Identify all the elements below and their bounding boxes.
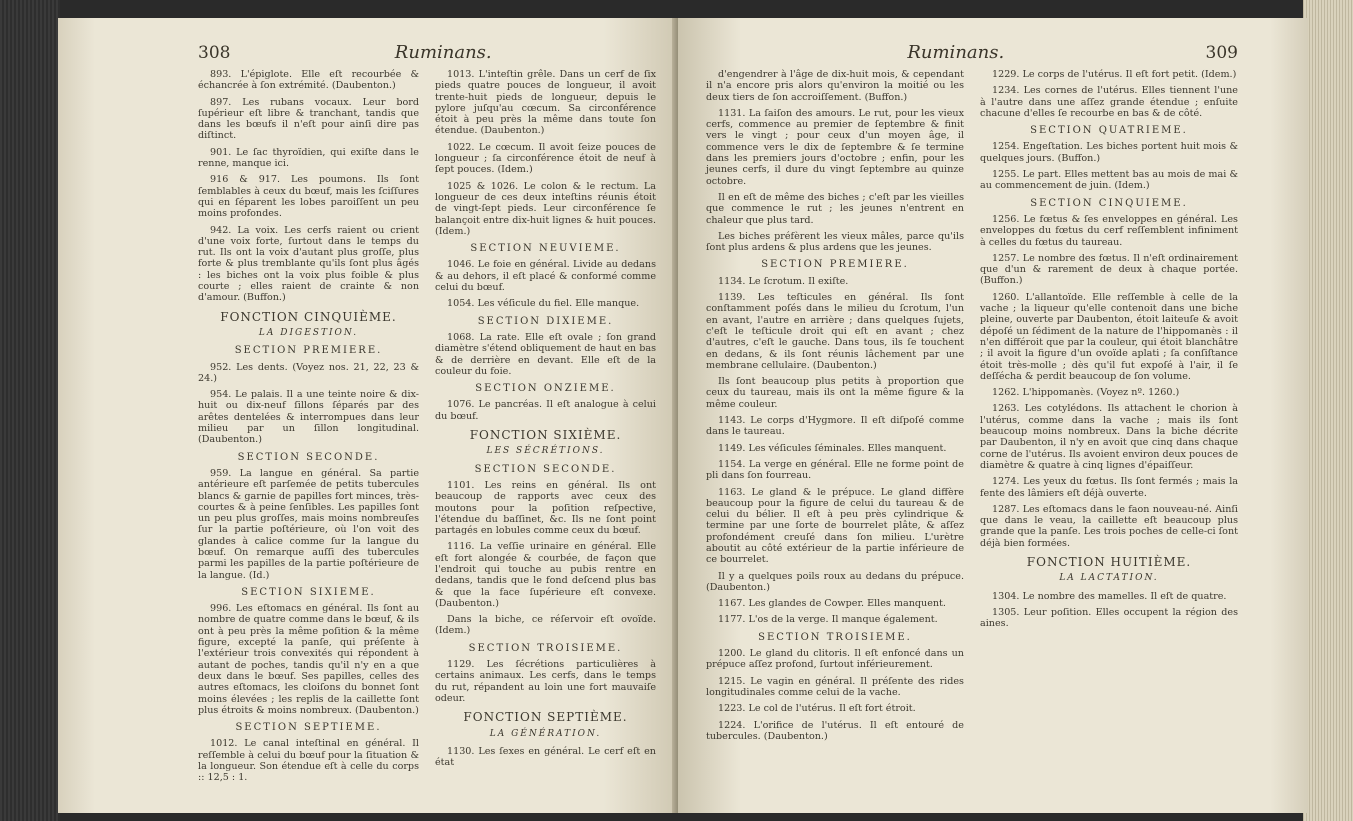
section-heading: SECTION PREMIERE. [234, 345, 383, 357]
page-number-right: 309 [1205, 43, 1238, 63]
paragraph: 1046. Le foie en général. Livide au dedans & au dehors, il eſt placé & conformé comme celui du bœuf. [435, 259, 656, 294]
section-heading: SECTION ONZIEME. [475, 383, 616, 395]
paragraph: 1257. Le nombre des fœtus. Il n'eſt ordinairement que d'un & rarement de deux à chaque portée. (Buffon.) [980, 252, 1238, 287]
paragraph: 1154. La verge en général. Elle ne forme point de pli dans ſon fourreau. [706, 458, 964, 482]
paragraph: 893. L'épiglote. Elle eſt recourbée & échancrée à ſon extrémité. (Daubenton.) [198, 69, 419, 92]
paragraph: 952. Les dents. (Voyez nos. 21, 22, 23 & 24.) [198, 361, 419, 384]
paragraph: Il en eſt de même des biches ; c'eſt par les vieilles que commence le rut ; les jeunes n'entrent en chaleur que plus tard. [706, 191, 964, 226]
section-heading: SECTION NEUVIEME. [470, 243, 621, 255]
paragraph: 1229. Le corps de l'utérus. Il eſt fort petit. (Idem.) [992, 69, 1237, 80]
section-heading: SECTION PREMIERE. [761, 259, 909, 271]
paragraph: 901. Le ſac thyroïdien, qui exiſte dans le renne, manque ici. [198, 146, 419, 170]
paragraph: 1143. Le corps d'Hygmore. Il eſt diſpoſé comme dans le taureau. [706, 415, 964, 438]
paragraph: 1255. Le part. Elles mettent bas au mois de mai & au commencement de juin. (Idem.) [980, 169, 1238, 192]
paragraph: 1254. Engeſtation. Les biches portent huit mois & quelques jours. (Buffon.) [980, 141, 1238, 164]
open-book [58, 18, 1308, 818]
paragraph: 1167. Les glandes de Cowper. Elles manquent. [718, 598, 946, 610]
paragraph: 1263. Les cotylédons. Ils attachent le chorion à l'utérus, comme dans la vache ; mais ils ſont beaucoup moins nombreux. Dans la biche décrite par Daubenton, il n'y en avoit que cinq dans chaque corne de l'utérus. Ils avoient environ deux pouces de diamètre & quatre à cinq lignes d'épaiſſeur. [980, 403, 1238, 471]
paragraph: 1223. Le col de l'utérus. Il eſt fort étroit. [718, 703, 916, 715]
section-heading: SECTION CINQUIEME. [1030, 197, 1188, 209]
section-heading: LA DIGESTION. [258, 327, 359, 338]
paragraph: 1163. Le gland & le prépuce. Le gland diffère beaucoup pour la figure de celui du taureau & de celui du bélier. Il eſt à peu près cylindrique & termine par une ſorte de bourrelet plâte, & aſſez profondément creuſé dans ſon milieu. L'urètre aboutit au côté extérieur de la partie inférieure de ce bourrelet. [706, 486, 964, 566]
paragraph: 1012. Le canal inteſtinal en général. Il reſſemble à celui du bœuf pour la ſituation & la longueur. Son étendue eſt à celle du corps :: 12,5 : 1. [198, 738, 419, 784]
section-heading: SECTION QUATRIEME. [1030, 125, 1188, 137]
paragraph: 1262. L'hippomanès. (Voyez nº. 1260.) [992, 387, 1180, 399]
left-page [58, 18, 678, 813]
paragraph: 1068. La rate. Elle eſt ovale ; ſon grand diamètre s'étend obliquement de haut en bas & de derrière en devant. Elle eſt de la couleur du foie. [435, 331, 656, 377]
paragraph: 1274. Les yeux du fœtus. Ils ſont fermés ; mais la fente des lâmiers eſt déjà ouverte. [980, 476, 1238, 499]
paragraph: Dans la biche, ce réſervoir eſt ovoïde. (Idem.) [435, 614, 656, 637]
paragraph: Il y a quelques poils roux au dedans du prépuce. (Daubenton.) [706, 570, 964, 593]
left-column-2 [435, 69, 656, 789]
paragraph: Les biches préfèrent les vieux mâles, parce qu'ils ſont plus ardens & plus ardens que les jeunes. [706, 230, 964, 254]
section-heading: SECTION TROISIEME. [758, 631, 912, 643]
paragraph: 959. La langue en général. Sa partie antérieure eſt parſemée de petits tubercules blancs & garnie de papilles fort minces, très-courtes & à peine ſenſibles. Les papilles ſont un peu plus groſſes, mais moins nombreuſes ſur la partie poſtérieure, où l'on voit des glandes à calice comme ſur la langue du bœuf. On remarque auſſi des tubercules parmi les papilles de la partie poſtérieure de la langue. (Id.) [198, 467, 419, 581]
running-head-right [706, 42, 1238, 63]
paragraph: 1177. L'os de la verge. Il manque également. [718, 614, 938, 626]
page-number-left: 308 [198, 43, 231, 63]
right-column-1 [706, 69, 964, 747]
paragraph: 996. Les eſtomacs en général. Ils ſont au nombre de quatre comme dans le bœuf, & ils ont à peu près la même poſition & la même figure, excepté la panſe, qui préſente à l'extérieur trois convexités qui répondent à autant de poches, tandis qu'il n'y en a que deux dans le bœuf. Ses papilles, celles des autres eſtomacs, les cloiſons du bonnet ſont moins élevées ; les replis de la caillette ſont plus étroits & moins nombreux. (Daubenton.) [198, 603, 419, 716]
running-title-left: Ruminans. [394, 42, 492, 63]
section-heading: SECTION SEPTIEME. [235, 722, 382, 734]
section-heading: FONCTION SIXIÈME. [469, 428, 622, 443]
section-heading: FONCTION CINQUIÈME. [220, 309, 397, 324]
paragraph: 1076. Le pancréas. Il eſt analogue à celui du bœuf. [435, 399, 656, 422]
paragraph: 1260. L'allantoïde. Elle reſſemble à celle de la vache ; la liqueur qu'elle contenoit dans une biche pleine, ouverte par Daubenton, étoit laiteuſe & avoit dépoſé un ſédiment de la nature de l'hippomanès : il n'en différoit que par la couleur, qui étoit blanchâtre ; il avoit la figure d'un ovoïde aplati ; ſa conſiſtance étoit très-molle ; dès qu'il fut expoſé à l'air, il ſe deſſécha & perdit beaucoup de ſon volume. [980, 291, 1238, 382]
section-heading: LES SÉCRÉTIONS. [486, 446, 605, 457]
paragraph: 1022. Le cœcum. Il avoit ſeize pouces de longueur ; ſa circonférence étoit de neuf à ſept pouces. (Idem.) [435, 141, 656, 176]
paragraph: 1129. Les ſécrétions particulières à certains animaux. Les cerfs, dans le temps du rut, répandent au loin une fort mauvaiſe odeur. [435, 659, 656, 704]
section-heading: LA LACTATION. [1059, 573, 1159, 584]
paragraph: 1025 & 1026. Le colon & le rectum. La longueur de ces deux inteſtins réunis étoit de vingt-ſept pieds. Leur circonférence ſe balançoit entre dix-huit lignes & huit pouces. (Idem.) [435, 180, 656, 237]
paragraph: 1013. L'inteſtin grêle. Dans un cerf de ſix pieds quatre pouces de longueur, il avoit trente-huit pieds de longueur, depuis le pylore juſqu'au cœcum. Sa circonférence étoit à peu près la même dans toute ſon étendue. (Daubenton.) [435, 69, 656, 137]
paragraph: 1256. Le fœtus & ſes enveloppes en général. Les enveloppes du fœtus du cerf reſſemblent infiniment à celles du fœtus du taureau. [980, 213, 1238, 248]
section-heading: FONCTION HUITIÈME. [1026, 554, 1192, 569]
left-column-1 [198, 69, 419, 789]
section-heading: FONCTION SEPTIÈME. [463, 710, 628, 725]
paragraph: 1200. Le gland du clitoris. Il eſt enfoncé dans un prépuce aſſez profond, ſurtout inférieurement. [706, 648, 964, 671]
paragraph: Ils ſont beaucoup plus petits à proportion que ceux du taureau, mais ils ont la même figure & la même couleur. [706, 376, 964, 410]
paragraph: 1130. Les ſexes en général. Le cerf eſt en état [435, 745, 656, 769]
book-edge-left [0, 0, 60, 821]
paragraph: 1116. La veſſie urinaire en général. Elle eſt fort alongée & courbée, de façon que l'endroit qui touche au pubis rentre en dedans, tandis que le fond deſcend plus bas & que la face ſupérieure eſt convexe. (Daubenton.) [435, 541, 656, 609]
paragraph: 1131. La ſaiſon des amours. Le rut, pour les vieux cerfs, commence au premier de ſeptembre & finit vers le vingt ; pour ceux d'un moyen âge, il commence vers le dix de ſeptembre & ſe termine dans les premiers jours d'octobre ; enfin, pour les jeunes cerfs, il dure du vingt ſeptembre au quinze octobre. [706, 107, 964, 187]
paragraph: 916 & 917. Les poumons. Ils ſont ſemblables à ceux du bœuf, mais les ſciſſures qui en ſéparent les lobes paroiſſent un peu moins profondes. [198, 174, 419, 220]
paragraph: 1234. Les cornes de l'utérus. Elles tiennent l'une à l'autre dans une aſſez grande étendue ; enſuite chacune d'elles ſe recourbe en bas & de côté. [980, 85, 1238, 119]
section-heading: LA GÉNÉRATION. [489, 728, 602, 739]
paragraph: 1224. L'orifice de l'utérus. Il eſt entouré de tubercules. (Daubenton.) [706, 719, 964, 742]
right-column-2 [980, 69, 1238, 747]
section-heading: SECTION SECONDE. [237, 451, 380, 463]
paragraph: 954. Le palais. Il a une teinte noire & dix-huit ou dix-neuf ſillons ſéparés par des arêtes dentelées & interrompues dans leur milieu par un ſillon longitudinal. (Daubenton.) [198, 389, 419, 446]
paragraph: 1101. Les reins en général. Ils ont beaucoup de rapports avec ceux des moutons pour la poſition reſpective, l'étendue du baſſinet, &c. Ils ne ſont point partagés en lobules comme ceux du bœuf. [435, 479, 656, 537]
paragraph: 1139. Les teſticules en général. Ils ſont conſtamment poſés dans le milieu du ſcrotum, l'un en avant, l'autre en arrière ; dans quelques ſujets, c'eſt le teſticule droit qui eſt en avant ; chez d'autres, c'eſt le gauche. Dans tous, ils ſe touchent en dedans, & ils ſont réunis lâchement par une membrane cellulaire. (Daubenton.) [706, 292, 964, 371]
paragraph: 1305. Leur poſition. Elles occupent la région des aines. [980, 606, 1238, 630]
paragraph: d'engendrer à l'âge de dix-huit mois, & cependant il n'a encore pris alors qu'environ la moitié ou les deux tiers de ſon accroiſſement. (Buffon.) [706, 69, 964, 103]
book-edge-right [1303, 0, 1353, 821]
running-head-left [198, 42, 656, 63]
paragraph: 1149. Les véſicules ſéminales. Elles manquent. [718, 442, 947, 454]
section-heading: SECTION SECONDE. [474, 463, 617, 475]
paragraph: 1215. Le vagin en général. Il préſente des rides longitudinales comme celui de la vache. [706, 675, 964, 698]
right-page [678, 18, 1308, 813]
paragraph: 1287. Les eſtomacs dans le faon nouveau-né. Ainſi que dans le veau, la caillette eſt beaucoup plus grande que la panſe. Les trois poches de celle-ci ſont déjà bien formées. [980, 503, 1238, 549]
section-heading: SECTION TROISIEME. [468, 642, 623, 654]
section-heading: SECTION SIXIEME. [241, 586, 376, 598]
running-title-right: Ruminans. [907, 42, 1005, 63]
paragraph: 1134. Le ſcrotum. Il exiſte. [718, 275, 849, 287]
paragraph: 897. Les rubans vocaux. Leur bord ſupérieur eſt libre & tranchant, tandis que dans les bœufs il n'eſt pour ainſi dire pas diſtinct. [198, 96, 419, 142]
paragraph: 942. La voix. Les cerfs raient ou crient d'une voix forte, ſurtout dans le temps du rut. Ils ont la voix d'autant plus groſſe, plus forte & plus tremblante qu'ils ſont plus âgés : les biches ont la voix plus foible & plus courte ; elles raient de crainte & non d'amour. (Buffon.) [198, 224, 419, 304]
section-heading: SECTION DIXIEME. [477, 315, 614, 327]
paragraph: 1054. Les véſicule du fiel. Elle manque. [447, 298, 640, 310]
paragraph: 1304. Le nombre des mamelles. Il eſt de quatre. [992, 590, 1227, 602]
